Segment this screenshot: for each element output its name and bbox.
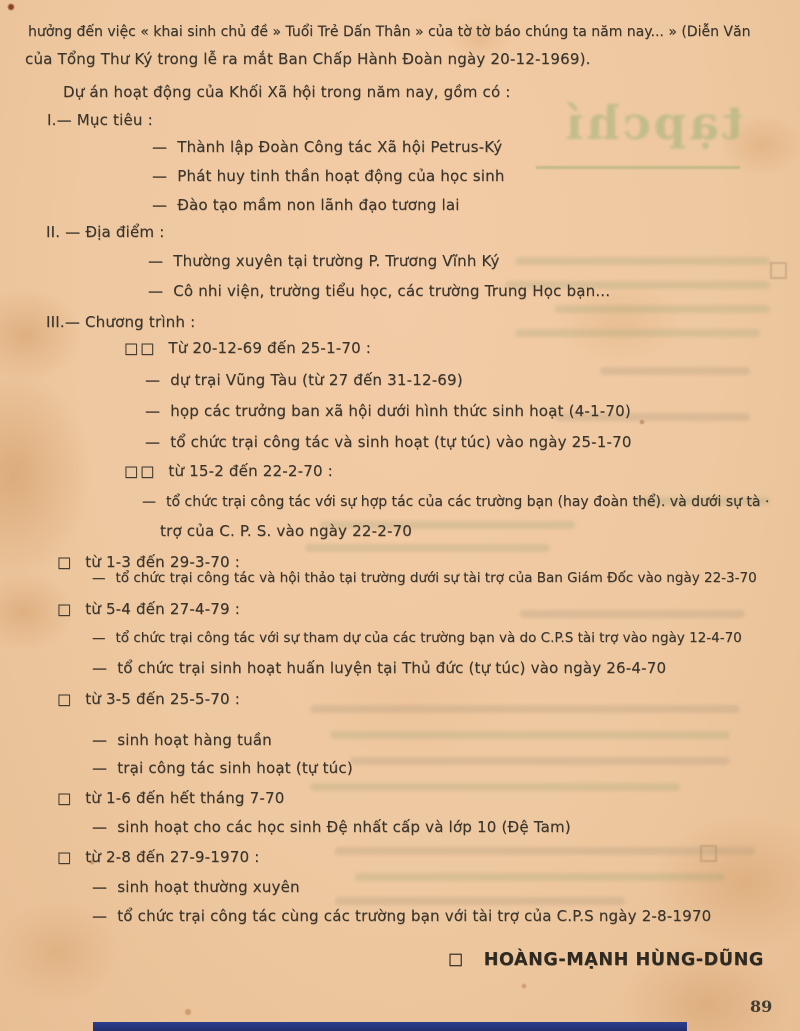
doc-line-text: của Tổng Thư Ký trong lễ ra mắt Ban Chấp Hành Đoàn ngày 20-12-1969). — [25, 50, 591, 68]
checkbox-icon: □ — [57, 553, 74, 571]
doc-line — [92, 879, 300, 896]
doc-line-text: Đào tạo mầm non lãnh đạo tương lai — [177, 196, 460, 214]
doc-line-text: tổ chức trại công tác với sự tham dự của các trường bạn và do C.P.S tài trợ vào ngày 12-4-70 — [115, 630, 742, 646]
doc-line — [63, 84, 511, 101]
doc-line-text: Phát huy tinh thần hoạt động của học sinh — [177, 167, 505, 185]
author-signature — [448, 950, 764, 970]
doc-line-text: từ 1-3 đến 29-3-70 : — [85, 553, 241, 571]
dash-icon: — — [92, 570, 106, 586]
doc-line-text: tổ chức trại sinh hoạt huấn luyện tại Thủ đức (tự túc) vào ngày 26-4-70 — [117, 659, 667, 677]
dash-icon: — — [145, 402, 161, 420]
doc-line-text: III.— Chương trình : — [46, 313, 196, 331]
doc-line-text: Dự án hoạt động của Khối Xã hội trong năm nay, gồm có : — [63, 83, 511, 101]
checkbox-icon: □ — [448, 949, 464, 968]
doc-line — [28, 24, 750, 40]
doc-line-text: từ 5-4 đến 27-4-79 : — [85, 600, 241, 618]
doc-line — [57, 601, 240, 618]
dash-icon: — — [152, 138, 168, 156]
checkbox-icon: □ — [57, 600, 74, 618]
dash-icon: — — [148, 252, 164, 270]
doc-section-heading — [46, 224, 164, 241]
dash-icon: — — [152, 196, 168, 214]
doc-line — [57, 790, 284, 807]
dash-icon: — — [145, 433, 161, 451]
doc-line — [142, 494, 769, 510]
dash-icon: — — [92, 759, 108, 777]
doc-line — [148, 283, 610, 300]
show-through-artifact — [330, 731, 730, 739]
checkbox-icon: □ — [57, 789, 74, 807]
doc-line-text: trại công tác sinh hoạt (tự túc) — [117, 759, 353, 777]
doc-line — [145, 434, 632, 451]
doc-line — [160, 523, 412, 540]
doc-line — [124, 340, 371, 357]
doc-line-text: hưởng đến việc « khai sinh chủ đề » Tuổi Trẻ Dấn Thân » của tờ tờ báo chúng ta năm nay... » (Diễn Văn — [28, 24, 751, 40]
doc-line — [92, 760, 353, 777]
doc-line-text: Cô nhi viện, trường tiểu học, các trường Trung Học bạn... — [173, 282, 611, 300]
doc-line-text: sinh hoạt hàng tuần — [117, 731, 272, 749]
doc-line-text: họp các trưởng ban xã hội dưới hình thức sinh hoạt (4-1-70) — [170, 402, 631, 420]
scan-edge-bar — [93, 1022, 687, 1031]
doc-line-text: tổ chức trại công tác và hội thảo tại trường dưới sự tài trợ của Ban Giám Đốc vào ngày 22-3-70 — [115, 570, 757, 586]
doc-line-text: từ 3-5 đến 25-5-70 : — [85, 690, 241, 708]
dash-icon: — — [92, 659, 108, 677]
show-through-artifact — [515, 329, 760, 337]
show-through-title: tạpchí — [562, 96, 744, 150]
doc-line-text: sinh hoạt thường xuyên — [117, 878, 300, 896]
dash-icon: — — [92, 878, 108, 896]
doc-line-text: từ 1-6 đến hết tháng 7-70 — [85, 789, 285, 807]
show-through-artifact — [335, 897, 625, 905]
doc-line-text: Thành lập Đoàn Công tác Xã hội Petrus-Ký — [177, 138, 503, 156]
author-name: HOÀNG-MẠNH HÙNG-DŨNG — [483, 950, 764, 970]
doc-line — [152, 168, 505, 185]
checkbox-icon: □ — [57, 690, 74, 708]
show-through-artifact — [355, 873, 725, 881]
doc-line — [57, 554, 240, 571]
dash-icon: — — [152, 167, 168, 185]
doc-line — [124, 463, 333, 480]
doc-line-text: từ 2-8 đến 27-9-1970 : — [85, 848, 260, 866]
show-through-square — [770, 262, 787, 279]
doc-line-text: Thường xuyên tại trường P. Trương Vĩnh Ký — [173, 252, 500, 270]
doc-line — [145, 403, 631, 420]
page-number: 89 — [750, 997, 773, 1016]
dash-icon: — — [145, 371, 161, 389]
doc-line-text: Từ 20-12-69 đến 25-1-70 : — [168, 339, 372, 357]
show-through-artifact — [555, 305, 770, 313]
show-through-artifact — [515, 257, 770, 265]
show-through-artifact — [305, 544, 550, 552]
doc-line-text: II. — Địa điểm : — [46, 223, 165, 241]
doc-line — [92, 660, 666, 677]
doc-line — [57, 849, 260, 866]
doc-line — [92, 908, 711, 925]
doc-line — [92, 732, 272, 749]
show-through-artifact — [310, 705, 740, 713]
show-through-artifact — [350, 757, 730, 765]
doc-line-text: từ 15-2 đến 22-2-70 : — [168, 462, 333, 480]
checkbox-icon: □ — [57, 848, 74, 866]
doc-line — [57, 691, 240, 708]
doc-line — [148, 253, 500, 270]
dash-icon: — — [92, 731, 108, 749]
doc-line — [145, 372, 463, 389]
dash-icon: — — [92, 907, 108, 925]
dash-icon: — — [92, 818, 108, 836]
doc-line-text: I.— Mục tiêu : — [47, 111, 153, 129]
show-through-artifact — [335, 847, 755, 855]
doc-line — [92, 819, 571, 836]
doc-line-text: sinh hoạt cho các học sinh Đệ nhất cấp và lớp 10 (Đệ Tam) — [117, 818, 571, 836]
doc-section-heading — [47, 112, 153, 129]
doc-line — [92, 631, 742, 647]
doc-line-text: trợ của C. P. S. vào ngày 22-2-70 — [160, 522, 413, 540]
doc-line-text: tổ chức trại công tác và sinh hoạt (tự túc) vào ngày 25-1-70 — [170, 433, 632, 451]
dash-icon: — — [92, 630, 106, 646]
doc-line-text: dự trại Vũng Tàu (từ 27 đến 31-12-69) — [170, 371, 463, 389]
dash-icon: — — [142, 494, 156, 510]
dash-icon: — — [148, 282, 164, 300]
show-through-underline — [536, 166, 740, 169]
checkbox-icon: □□ — [124, 462, 157, 480]
doc-line — [92, 571, 757, 587]
doc-section-heading — [46, 314, 195, 331]
doc-line — [152, 197, 460, 214]
doc-line-text: tổ chức trại công tác với sự hợp tác của các trường bạn (hay đoàn thể). và dưới sự tà · — [166, 494, 770, 510]
checkbox-icon: □□ — [124, 339, 157, 357]
show-through-artifact — [310, 783, 680, 791]
doc-line — [25, 51, 591, 68]
doc-line — [152, 139, 502, 156]
show-through-artifact — [520, 610, 745, 618]
doc-line-text: tổ chức trại công tác cùng các trường bạn với tài trợ của C.P.S ngày 2-8-1970 — [117, 907, 712, 925]
show-through-artifact — [600, 367, 750, 375]
